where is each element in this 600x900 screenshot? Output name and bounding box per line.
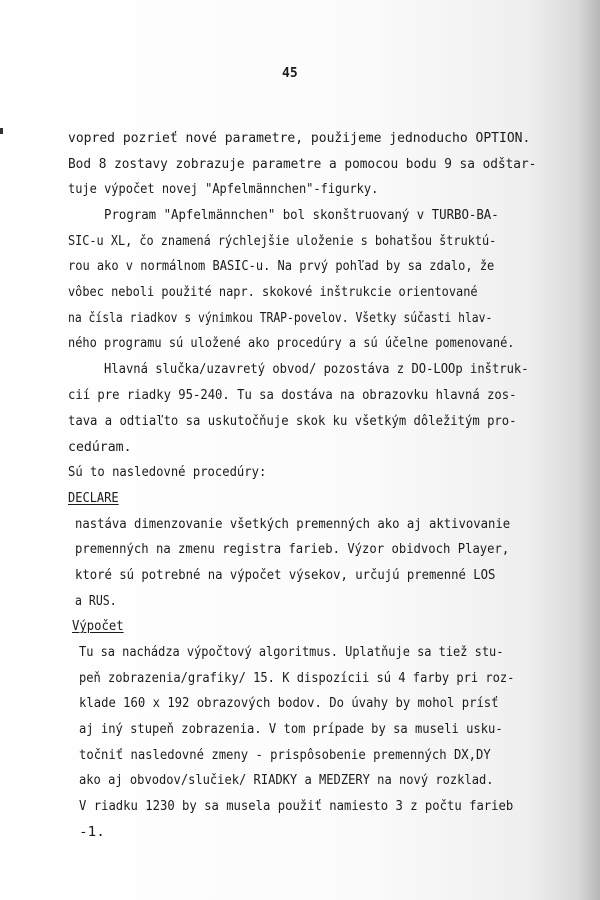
section-heading-vypocet: Výpočet: [72, 619, 124, 634]
text-line: ného programu sú uložené ako procedúry a sú účelne pomenované.: [68, 336, 515, 351]
margin-mark: [0, 128, 3, 134]
text-line: aj iný stupeň zobrazenia. V tom prípade by sa museli usku-: [79, 722, 503, 737]
text-line: premenných na zmenu registra farieb. Výzor obidvoch Player,: [75, 542, 510, 557]
text-line: ako aj obvodov/slučiek/ RIADKY a MEDZERY na nový rozklad.: [79, 773, 494, 788]
text-line: V riadku 1230 by sa musela použiť namiesto 3 z počtu farieb: [79, 799, 514, 814]
section-heading-declare: DECLARE: [68, 491, 119, 506]
text-line: Program "Apfelmännchen" bol skonštruovaný v TURBO-BA-: [104, 208, 499, 223]
text-line: tuje výpočet novej "Apfelmännchen"-figurky.: [68, 182, 379, 197]
text-line: tava a odtiaľto sa uskutočňuje skok ku všetkým dôležitým pro-: [68, 414, 517, 429]
text-line: točniť nasledovné zmeny - prispôsobenie premenných DX,DY: [79, 748, 491, 763]
text-line: Bod 8 zostavy zobrazuje parametre a pomocou bodu 9 sa odštar-: [68, 157, 537, 172]
text-line: cií pre riadky 95-240. Tu sa dostáva na obrazovku hlavná zos-: [68, 388, 517, 403]
text-line: Tu sa nachádza výpočtový algoritmus. Uplatňuje sa tiež stu-: [79, 645, 504, 660]
page-edge-shadow: [578, 0, 600, 900]
text-line: ktoré sú potrebné na výpočet výsekov, určujú premenné LOS: [75, 568, 496, 583]
page-number: 45: [282, 66, 298, 81]
text-line: vôbec neboli použité napr. skokové inštrukcie orientované: [68, 285, 478, 300]
text-line: -1.: [79, 825, 105, 840]
text-line: klade 160 x 192 obrazových bodov. Do úvahy by mohol prísť: [79, 696, 499, 711]
text-line: na čísla riadkov s výnimkou TRAP-povelov. Všetky súčasti hlav-: [68, 311, 493, 326]
text-line: vopred pozrieť nové parametre, použijeme jednoducho OPTION.: [68, 131, 531, 146]
text-line: cedúram.: [68, 440, 132, 455]
text-line: Hlavná slučka/uzavretý obvod/ pozostáva z DO-LOOp inštruk-: [104, 362, 529, 377]
text-line: a RUS.: [75, 594, 117, 609]
procedures-intro: Sú to nasledovné procedúry:: [68, 465, 267, 480]
text-line: rou ako v normálnom BASIC-u. Na prvý pohľad by sa zdalo, že: [68, 259, 495, 274]
text-line: SIC-u XL, čo znamená rýchlejšie uloženie s bohatšou štruktú-: [68, 234, 497, 249]
text-line: peň zobrazenia/grafiky/ 15. K dispozícii sú 4 farby pri roz-: [79, 671, 515, 686]
text-line: nastáva dimenzovanie všetkých premenných ako aj aktivovanie: [75, 517, 511, 532]
